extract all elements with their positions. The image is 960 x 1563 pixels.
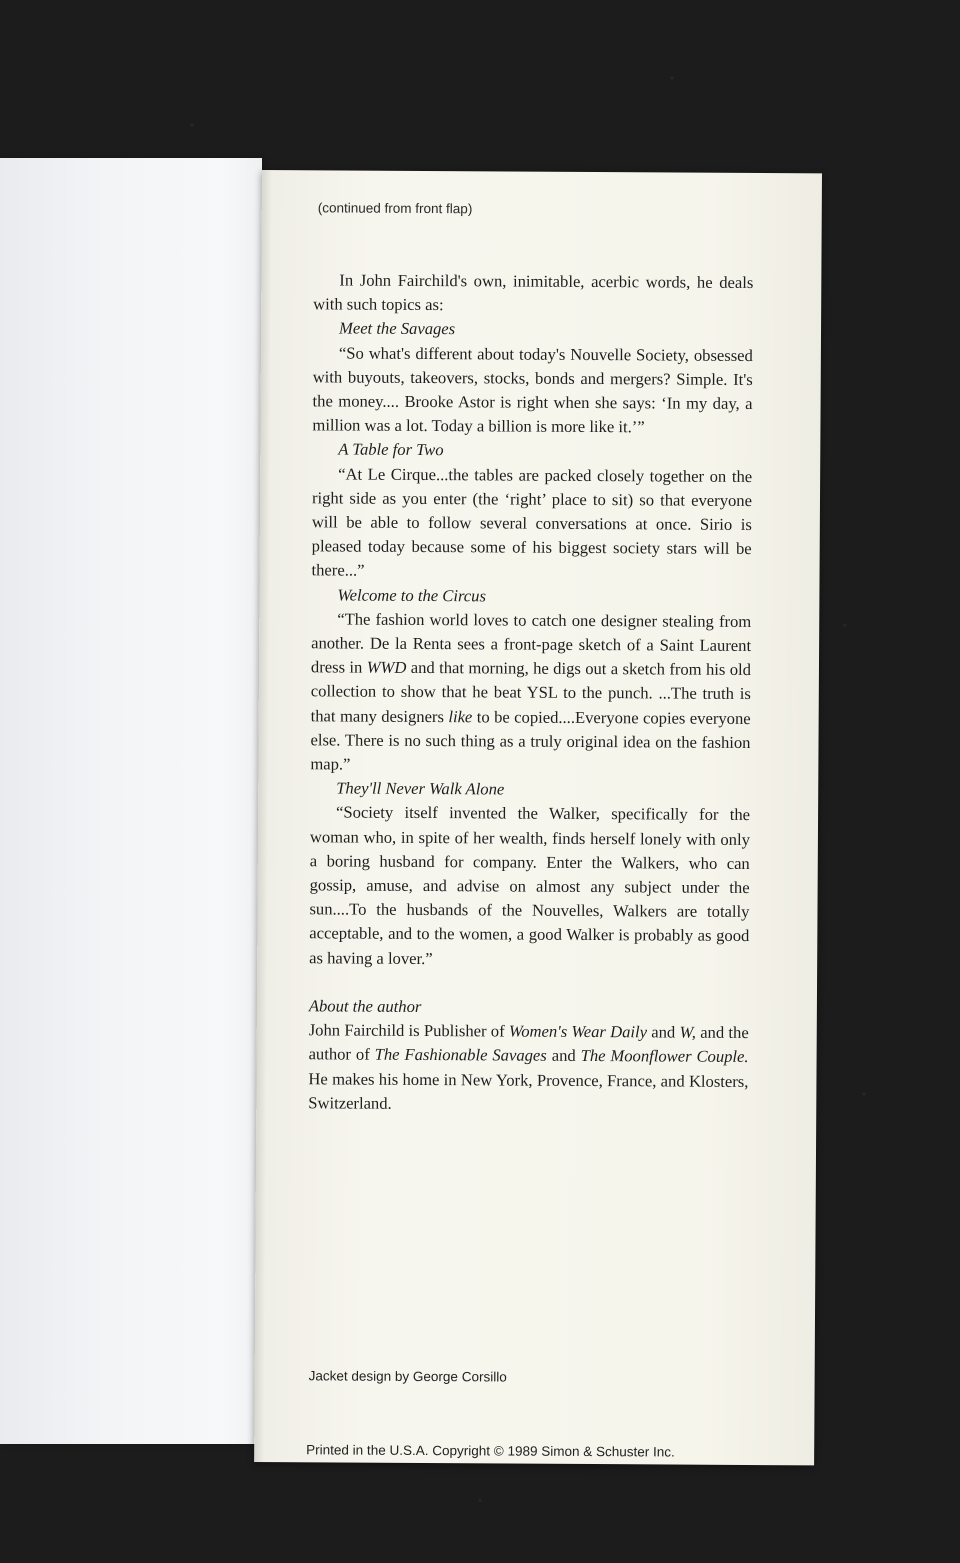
section-quote [310, 607, 751, 779]
copyright-line: Printed in the U.S.A. Copyright © 1989 Simon & Schuster Inc. [306, 1442, 675, 1460]
section-quote: “So what's different about today's Nouvelle Society, obsessed with buyouts, takeovers, stocks, bonds and mergers? Simple. It's the money.... Brooke Astor is right when she says: ‘In my day, a million was a lot. Today a billion is more like it.’” [312, 343, 753, 437]
jacket-design-credit: Jacket design by George Corsillo [308, 1368, 507, 1385]
about-italic: Women's Wear Daily [508, 1021, 648, 1042]
book-jacket-back-flap [254, 170, 822, 1465]
blank-endpaper-page [0, 158, 262, 1444]
about-author-text [308, 1018, 749, 1117]
about-text: He makes his home in New York, Provence, France, and Klosters, Switzerland. [308, 1068, 749, 1113]
quote-italic-like: like [448, 706, 473, 726]
about-italic: W, [679, 1022, 697, 1042]
section-heading: A Table for Two [338, 439, 444, 460]
section-heading: Meet the Savages [338, 318, 456, 339]
about-author-heading: About the author [308, 996, 422, 1016]
section-quote: “At Le Cirque...the tables are packed closely together on the right side as you enter (the ‘right’ place to sit) so that everyone will be able to follow several conversations at once. Sirio is pleased today because some of his biggest society stars will be there...” [311, 464, 753, 581]
about-author-section [308, 994, 749, 1118]
flap-body-text [308, 268, 753, 1118]
intro-paragraph: In John Fairchild's own, inimitable, acerbic words, he deals with such topics as: [313, 270, 754, 315]
quote-italic-wwd: WWD [366, 657, 407, 678]
about-text: and [646, 1022, 680, 1042]
continued-note: (continued from front flap) [317, 200, 473, 217]
quote-text: “The fashion world loves to catch one designer stealing from another. De la Renta sees a front-page sketch of a Saint Laurent dress in [310, 609, 752, 677]
quote-text: and that morning, he digs out a sketch from his old collection to show that he beat YSL to the punch. ...The truth is that many designers [310, 658, 752, 726]
about-text: and [546, 1046, 581, 1066]
about-italic: The Moonflower Couple. [580, 1046, 749, 1067]
section-heading: They'll Never Walk Alone [336, 778, 505, 799]
about-text: and the author of [308, 1022, 749, 1065]
section-heading: Welcome to the Circus [337, 585, 487, 606]
about-italic: The Fashionable Savages [374, 1045, 547, 1066]
about-text: John Fairchild is Publisher of [308, 1020, 509, 1041]
section-quote: “Society itself invented the Walker, specifically for the woman who, in spite of her wealth, finds herself lonely with only a boring husband for company. Enter the Walkers, who can gossip, amuse, and advise on almost any subject under the sun....To the husbands of the Nouvelles, Walkers are totally acceptable, and to the women, a good Walker is probably as good as having a lover.” [309, 802, 751, 968]
quote-text: to be copied....Everyone copies everyone else. There is no such thing as a truly original idea on the fashion map.” [310, 706, 751, 774]
